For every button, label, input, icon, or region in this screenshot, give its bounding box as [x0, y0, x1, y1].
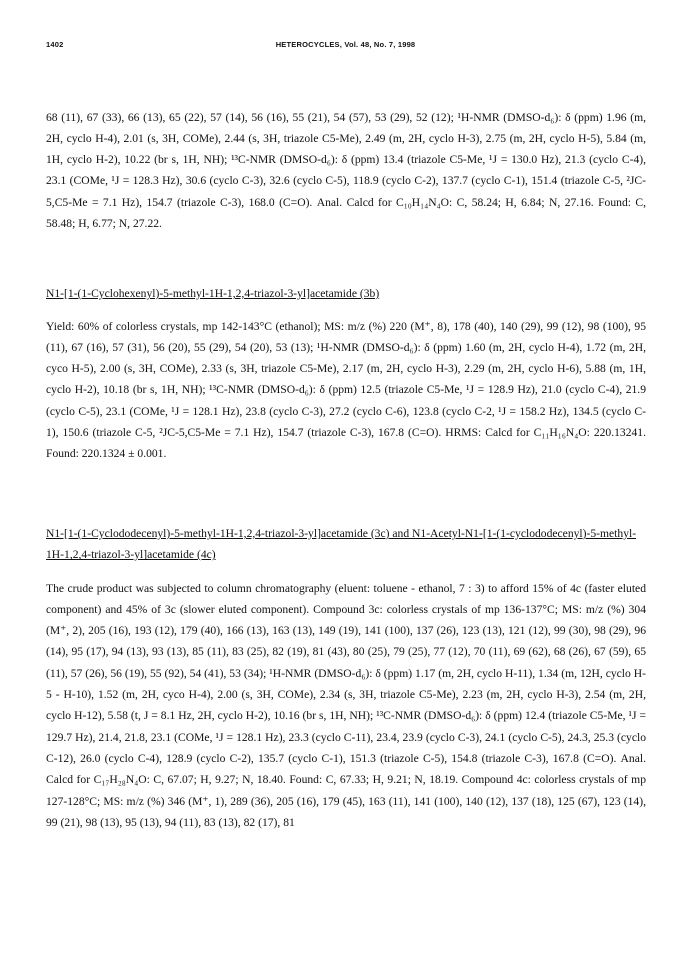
compound-title-3c-4c-text: N1-[1-(1-Cyclododecenyl)-5-methyl-1H-1,2,4-triazol-3-yl]acetamide (3c) and N1-Acetyl-N1-[1-(1-cyclododecenyl)-5-methyl-1H-1,2,4-triazol-3-yl]acetamide (4c)	[46, 527, 637, 562]
compound-title-3b	[46, 283, 646, 304]
spectral-data-paragraph-3: The crude product was subjected to column chromatography (eluent: toluene - ethanol, 7 : 3) to afford 15% of 4c (faster eluted component) and 45% of 3c (slower eluted component). Compound 3c: colorless crystals of mp 136-137°C; MS: m/z (%) 304 (M⁺, 2), 205 (16), 193 (12), 179 (40), 166 (13), 163 (13), 149 (19), 141 (100), 137 (26), 123 (13), 121 (12), 99 (30), 98 (29), 96 (14), 95 (17), 94 (13), 93 (13), 85 (11), 83 (25), 82 (19), 81 (43), 80 (25), 79 (25), 77 (12), 70 (11), 69 (62), 68 (26), 67 (59), 65 (11), 57 (26), 56 (19), 55 (92), 54 (41), 53 (34); ¹H-NMR (DMSO-d₆): δ (ppm) 1.17 (m, 2H, cyclo H-11), 1.34 (m, 12H, cyclo H-5 - H-10), 1.52 (m, 2H, cyco H-4), 2.00 (s, 3H, COMe), 2.34 (s, 3H, triazole C5-Me), 2.23 (m, 2H, cyclo H-3), 2.54 (m, 2H, cyclo H-12), 5.58 (t, J = 8.1 Hz, 2H, cyclo H-2), 10.16 (br s, 1H, NH); ¹³C-NMR (DMSO-d₆): δ (ppm) 12.4 (triazole C5-Me, ¹J = 129.7 Hz), 21.4, 21.8, 23.1 (COMe, ¹J = 128.1 Hz), 23.3 (cyclo C-11), 23.4, 23.9 (cyclo C-3), 24.1 (cyclo C-5), 24.3, 25.3 (cyclo C-12), 26.0 (cyclo C-4), 128.9 (cyclo C-2), 135.7 (cyclo C-1), 151.3 (triazole C-5), 154.8 (triazole C-3), 167.8 (C=O). Anal. Calcd for C₁₇H₂₈N₄O: C, 67.07; H, 9.27; N, 18.40. Found: C, 67.33; H, 9.21; N, 18.19. Compound 4c: colorless crystals of mp 127-128°C; MS: m/z (%) 346 (M⁺, 1), 289 (36), 205 (16), 179 (45), 163 (11), 141 (100), 140 (12), 137 (18), 125 (67), 123 (14), 99 (21), 98 (13), 95 (13), 94 (11), 83 (13), 82 (17), 81	[46, 581, 646, 829]
spectral-data-paragraph-2: Yield: 60% of colorless crystals, mp 142-143°C (ethanol); MS: m/z (%) 220 (M⁺, 8), 178 (40), 140 (29), 99 (12), 98 (100), 95 (11), 67 (16), 57 (31), 56 (20), 55 (29), 54 (20), 53 (13); ¹H-NMR (DMSO-d₆): δ (ppm) 1.60 (m, 2H, cyclo H-4), 1.72 (m, 2H, cyco H-5), 2.00 (s, 3H, COMe), 2.33 (s, 3H, triazole C5-Me), 2.17 (m, 2H, cyclo H-3), 2.29 (m, 2H, cyclo H-6), 5.88 (m, 1H, cyclo H-2), 10.18 (br s, 1H, NH); ¹³C-NMR (DMSO-d₆): δ (ppm) 12.5 (triazole C5-Me, ¹J = 128.9 Hz), 21.0 (cyclo C-4), 21.9 (cyclo C-5), 23.1 (COMe, ¹J = 128.1 Hz), 23.8 (cyclo C-3), 27.2 (cyclo C-6), 123.8 (cyclo C-2, ¹J = 158.2 Hz), 134.5 (cyclo C-1), 150.6 (triazole C-5, ²JC-5,C5-Me = 7.1 Hz), 154.7 (triazole C-3), 167.8 (C=O). HRMS: Calcd for C₁₁H₁₆N₄O: 220.13241. Found: 220.1324 ± 0.001.	[46, 319, 646, 461]
page-number: 1402	[46, 40, 64, 49]
compound-title-3b-text: N1-[1-(1-Cyclohexenyl)-5-methyl-1H-1,2,4-triazol-3-yl]acetamide (3b)	[46, 287, 380, 300]
spectral-data-paragraph-1: 68 (11), 67 (33), 66 (13), 65 (22), 57 (14), 56 (16), 55 (21), 54 (57), 53 (29), 52 (12); ¹H-NMR (DMSO-d₆): δ (ppm) 1.96 (m, 2H, cyclo H-4), 2.01 (s, 3H, COMe), 2.44 (s, 3H, triazole C5-Me), 2.49 (m, 2H, cyclo H-3), 2.75 (m, 2H, cyclo H-5), 5.84 (m, 1H, cyclo H-2), 10.22 (br s, 1H, NH); ¹³C-NMR (DMSO-d₆): δ (ppm) 13.4 (triazole C5-Me, ¹J = 130.0 Hz), 21.3 (cyclo C-4), 23.1 (COMe, ¹J = 128.3 Hz), 30.6 (cyclo C-3), 32.6 (cyclo C-5), 118.9 (cyclo C-2), 137.7 (cyclo C-1), 151.4 (triazole C-5, ²JC-5,C5-Me = 7.1 Hz), 154.7 (triazole C-3), 168.0 (C=O). Anal. Calcd for C₁₀H₁₄N₄O: C, 58.24; H, 6.84; N, 27.16. Found: C, 58.48; H, 6.77; N, 27.22.	[46, 110, 646, 231]
running-head: HETEROCYCLES, Vol. 48, No. 7, 1998	[275, 40, 416, 49]
compound-title-3c-4c	[46, 523, 646, 566]
